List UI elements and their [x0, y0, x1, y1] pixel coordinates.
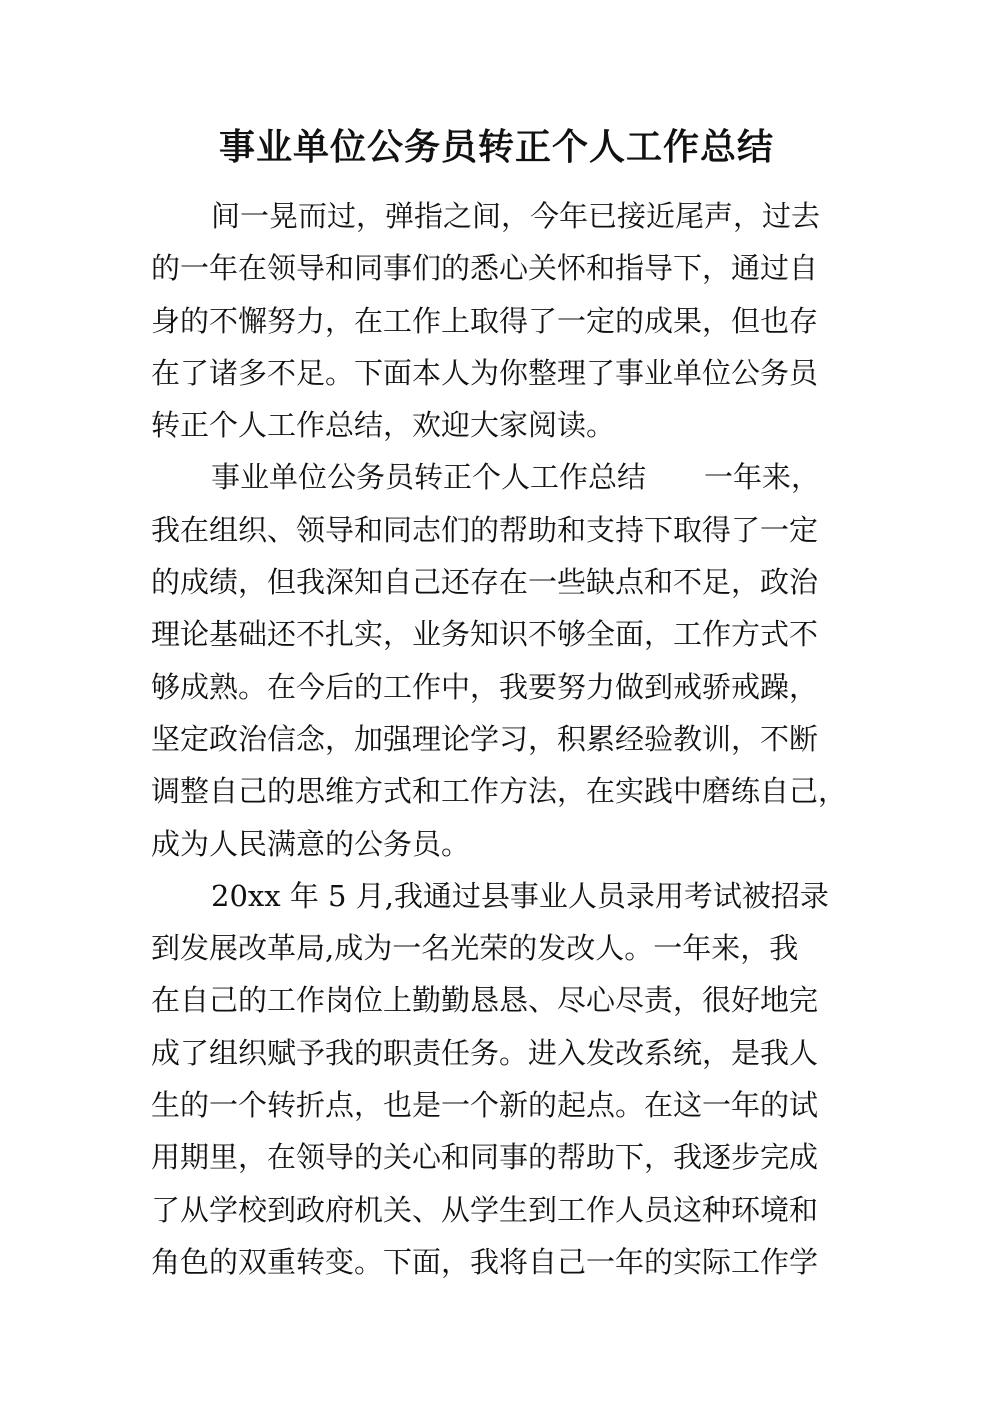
text-line: 到发展改革局,成为一名光荣的发改人。一年来，我: [151, 931, 799, 966]
text-line: 调整自己的思维方式和工作方法，在实践中磨练自己，: [151, 774, 848, 809]
text-line: 事业单位公务员转正个人工作总结 一年来，: [211, 460, 821, 495]
text-line: 在了诸多不足。下面本人为你整理了事业单位公务员: [151, 355, 819, 390]
text-line: 的成绩，但我深知自己还存在一些缺点和不足，政治: [151, 565, 819, 600]
text-line: 间一晃而过，弹指之间，今年已接近尾声，过去: [211, 199, 821, 233]
text-line: 20xx 年 5 月,我通过县事业人员录用考试被招录: [211, 878, 829, 913]
text-line: 我在组织、领导和同志们的帮助和支持下取得了一定: [151, 512, 819, 547]
document-title: 事业单位公务员转正个人工作总结: [218, 127, 774, 168]
text-line: 成了组织赋予我的职责任务。进入发改系统，是我人: [151, 1035, 819, 1070]
text-line: 成为人民满意的公务员。: [151, 826, 471, 861]
text-line: 转正个人工作总结，欢迎大家阅读。: [151, 408, 616, 443]
text-line: 坚定政治信念，加强理论学习，积累经验教训，不断: [151, 721, 819, 756]
paragraph-summary: [151, 451, 851, 869]
text-line: 生的一个转折点，也是一个新的起点。在这一年的试: [151, 1088, 819, 1123]
text-line: 理论基础还不扎实，业务知识不够全面，工作方式不: [151, 617, 819, 652]
document-body: [151, 190, 851, 1288]
text-line: 的一年在领导和同事们的悉心关怀和指导下，通过自: [151, 251, 819, 286]
text-line: 够成熟。在今后的工作中，我要努力做到戒骄戒躁，: [151, 669, 819, 704]
text-line: 用期里，在领导的关心和同事的帮助下，我逐步完成: [151, 1140, 819, 1175]
paragraph-intro: [151, 190, 851, 451]
text-line: 身的不懈努力，在工作上取得了一定的成果，但也存: [151, 303, 819, 338]
text-line: 了从学校到政府机关、从学生到工作人员这种环境和: [151, 1192, 819, 1227]
text-line: 在自己的工作岗位上勤勤恳恳、尽心尽责，很好地完: [151, 983, 819, 1018]
text-line: 角色的双重转变。下面，我将自己一年的实际工作学: [151, 1244, 819, 1279]
paragraph-experience: [151, 870, 851, 1288]
